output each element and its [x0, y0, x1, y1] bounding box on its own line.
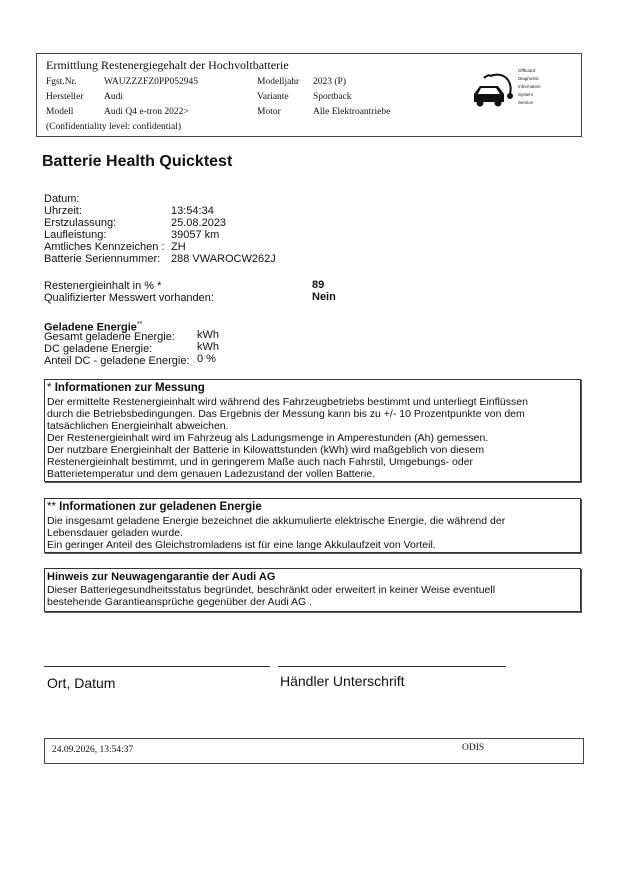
logo-line: Diagnostic — [518, 76, 540, 81]
fgst-label: Fgst.Nr. — [46, 77, 77, 87]
fgst-value: WAUZZZFZ0PP052945 — [104, 77, 198, 87]
hersteller-label: Hersteller — [46, 92, 84, 102]
variante-label: Variante — [257, 92, 289, 102]
messung-line: Batterietemperatur und dem genauen Ladezustand der vollen Batterie. — [47, 468, 376, 480]
signature-line-haendler — [278, 666, 506, 667]
motor-value: Alle Elektroantriebe — [313, 107, 391, 117]
seriennummer-label: Batterie Seriennummer: — [44, 253, 161, 265]
anteil-value: 0 % — [197, 353, 216, 365]
energie-line: Lebensdauer geladen wurde. — [47, 527, 184, 539]
messwert-label: Qualifizierter Messwert vorhanden: — [44, 292, 214, 304]
footer-timestamp: 24.09.2026, 13:54:37 — [52, 745, 134, 755]
logo-line: Service — [518, 100, 534, 105]
messung-line: tatsächlichen Energieinhalt abweichen. — [47, 420, 229, 432]
energie-line: Die insgesamt geladene Energie bezeichnet die akkumulierte elektrische Energie, die während der — [47, 515, 506, 527]
garantie-line: bestehende Garantieansprüche gegenüber der Audi AG . — [47, 596, 313, 608]
odis-logo — [468, 64, 578, 122]
messung-line: durch die Betriebsbedingungen. Das Ergebnis der Messung kann bis zu +/- 10 Prozentpunkte von dem — [47, 408, 525, 420]
logo-line: Offboard — [518, 68, 536, 73]
laufleistung-label: Laufleistung: — [44, 229, 107, 241]
page-title: Batterie Health Quicktest — [42, 153, 233, 170]
messwert-value: Nein — [312, 291, 336, 303]
anteil-label: Anteil DC - geladene Energie: — [44, 355, 190, 367]
hersteller-value: Audi — [104, 92, 123, 102]
seriennummer-value: 288 VWAROCW262J — [171, 253, 276, 265]
garantie-heading: Hinweis zur Neuwagengarantie der Audi AG — [47, 571, 276, 583]
laufleistung-value: 39057 km — [171, 229, 220, 241]
garantie-line: Dieser Batteriegesundheitsstatus begründet, beschränkt oder erweitert in keiner Weise eventuell — [47, 584, 496, 596]
messung-line: Der Restenergieinhalt wird im Fahrzeug als Ladungsmenge in Amperestunden (Ah) gemessen. — [47, 432, 489, 444]
haendler-unterschrift-label: Händler Unterschrift — [280, 673, 405, 689]
restenergie-value: 89 — [312, 279, 325, 291]
energie-heading: ** Informationen zur geladenen Energie — [47, 501, 262, 513]
motor-label: Motor — [257, 107, 281, 117]
modell-label: Modell — [46, 107, 74, 117]
messung-heading: * Informationen zur Messung — [47, 382, 205, 394]
messung-line: Der ermittelte Restenergieinhalt wird während des Fahrzeugbetriebs bestimmt und unterliegt Einflüssen — [47, 396, 528, 408]
dc-label: DC geladene Energie: — [44, 343, 153, 355]
kennzeichen-value: ZH — [171, 241, 186, 253]
erstzulassung-label: Erstzulassung: — [44, 217, 117, 229]
ort-datum-label: Ort, Datum — [47, 675, 116, 691]
logo-line: Information — [518, 84, 541, 89]
logo-line: System — [518, 92, 534, 97]
erstzulassung-value: 25.08.2023 — [171, 217, 227, 229]
uhrzeit-label: Uhrzeit: — [44, 205, 82, 217]
modelljahr-label: Modelljahr — [257, 77, 300, 87]
modell-value: Audi Q4 e-tron 2022> — [104, 107, 189, 117]
dc-unit: kWh — [197, 341, 219, 353]
confidentiality-note: (Confidentiality level: confidential) — [46, 122, 182, 132]
energie-line: Ein geringer Anteil des Gleichstromladens ist für eine lange Akkulaufzeit von Vorteil. — [47, 539, 436, 551]
signature-line-ort — [44, 666, 270, 667]
variante-value: Sportback — [313, 92, 352, 102]
energy-heading: Geladene Energie** — [44, 321, 143, 334]
datum-label: Datum: — [44, 193, 80, 205]
gesamt-unit: kWh — [197, 329, 219, 341]
restenergie-label: Restenergieinhalt in % * — [44, 280, 162, 292]
kennzeichen-label: Amtliches Kennzeichen : — [44, 241, 165, 253]
header-title: Ermittlung Restenergiegehalt der Hochvoltbatterie — [46, 58, 289, 72]
car-stethoscope-icon — [468, 72, 518, 112]
messung-line: Der nutzbare Energieinhalt der Batterie in Kilowattstunden (kWh) wird maßgeblich von diesem — [47, 444, 485, 456]
footer-system: ODIS — [462, 743, 485, 753]
messung-line: Restenergieinhalt bestimmt, und in geringerem Maße auch nach Fahrstil, Umgebungs- oder — [47, 456, 474, 468]
modelljahr-value: 2023 (P) — [313, 77, 346, 87]
gesamt-label: Gesamt geladene Energie: — [44, 331, 175, 343]
uhrzeit-value: 13:54:34 — [171, 205, 214, 217]
